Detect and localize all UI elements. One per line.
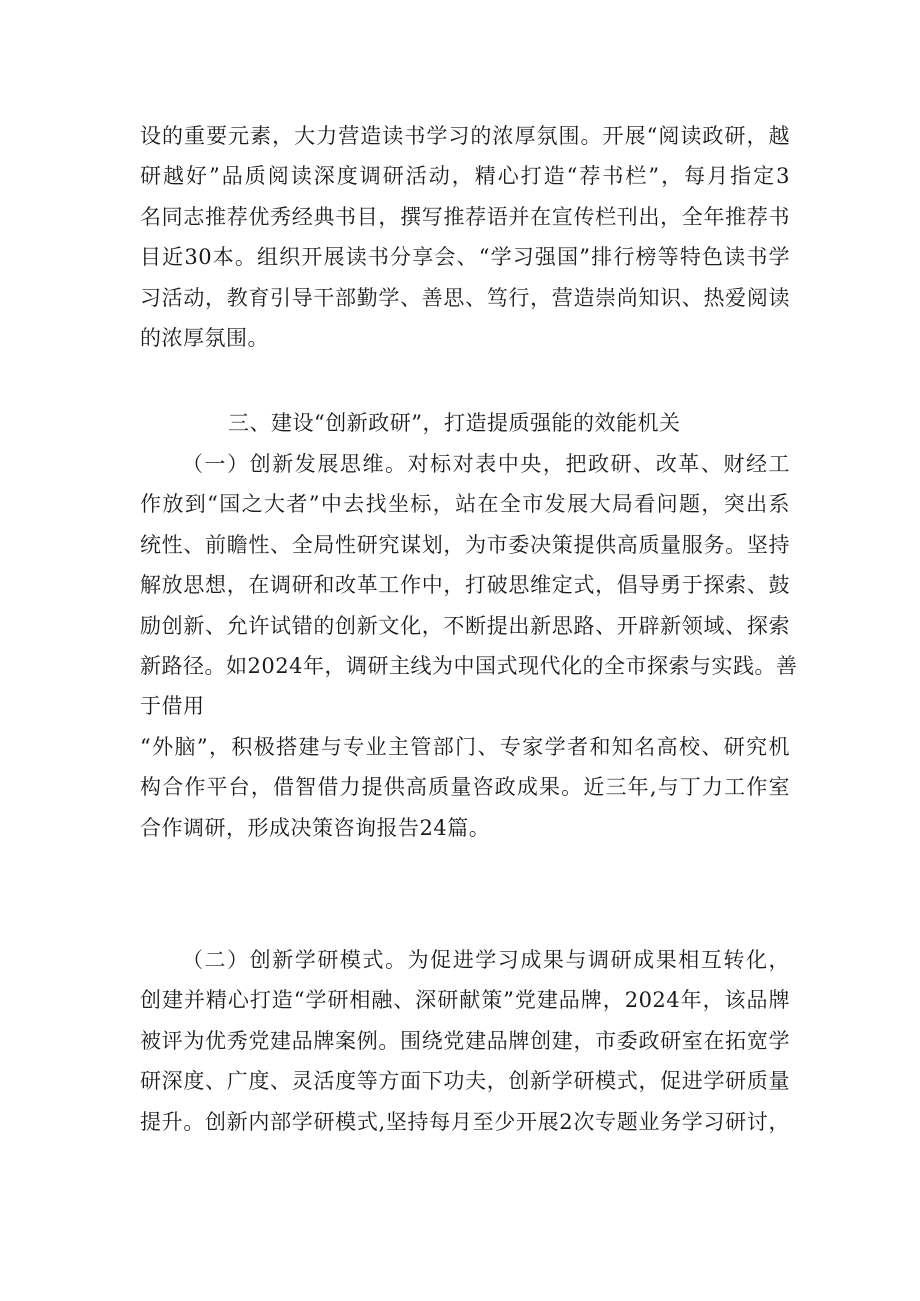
text-line: 构合作平台，借智借力提供高质量咨政成果。近三年,与丁力工作室 [140,775,790,800]
text-line: 合作调研，形成决策咨询报告24篇。 [140,815,491,840]
paragraph-study-research-mode [140,940,790,1142]
text-line: 新路径。如2024年，调研主线为中国式现代化的全市探索与实践。善 [140,653,798,678]
section-heading [140,403,790,443]
text-line: 研越好”品质阅读深度调研活动，精心打造“荐书栏”，每月指定3 [140,164,790,189]
text-line: 习活动，教育引导干部勤学、善思、笃行，营造崇尚知识、热爱阅读 [140,285,790,310]
text-line: 研深度、广度、灵活度等方面下功夫，创新学研模式，促进学研质量 [140,1069,790,1094]
paragraph-reading-atmosphere [140,116,790,358]
text-line: 解放思想，在调研和改革工作中，打破思维定式，倡导勇于探索、鼓 [140,573,790,598]
text-line: “外脑”，积极搭建与专业主管部门、专家学者和知名高校、研究机 [140,734,790,759]
text-line: 设的重要元素，大力营造读书学习的浓厚氛围。开展“阅读政研，越 [140,124,790,148]
text-line: 名同志推荐优秀经典书目，撰写推荐语并在宣传栏刊出，全年推荐书 [140,204,790,229]
text-line: 目近30本。组织开展读书分享会、“学习强国”排行榜等特色读书学 [140,245,790,270]
text-line: 励创新、允许试错的创新文化，不断提出新思路、开辟新领域、探索 [140,613,790,638]
text-line: 创建并精心打造“学研相融、深研献策”党建品牌，2024年，该品牌 [140,988,790,1013]
section-heading-text: 三、建设“创新政研”，打造提质强能的效能机关 [228,411,681,435]
text-line: （一）创新发展思维。对标对表中央，把政研、改革、财经工 [182,452,790,476]
text-line: 提升。创新内部学研模式,坚持每月至少开展2次专题业务学习研讨， [140,1109,790,1134]
text-line: 的浓厚氛围。 [140,325,269,350]
text-line: （二）创新学研模式。为促进学习成果与调研成果相互转化， [182,948,790,972]
text-line: 于借用 [140,694,205,719]
text-line: 作放到“国之大者”中去找坐标，站在全市发展大局看问题，突出系 [140,492,790,517]
text-line: 统性、前瞻性、全局性研究谋划，为市委决策提供高质量服务。坚持 [140,532,790,557]
paragraph-innovation-thinking [140,444,798,848]
text-line: 被评为优秀党建品牌案例。围绕党建品牌创建，市委政研室在拓宽学 [140,1028,790,1053]
